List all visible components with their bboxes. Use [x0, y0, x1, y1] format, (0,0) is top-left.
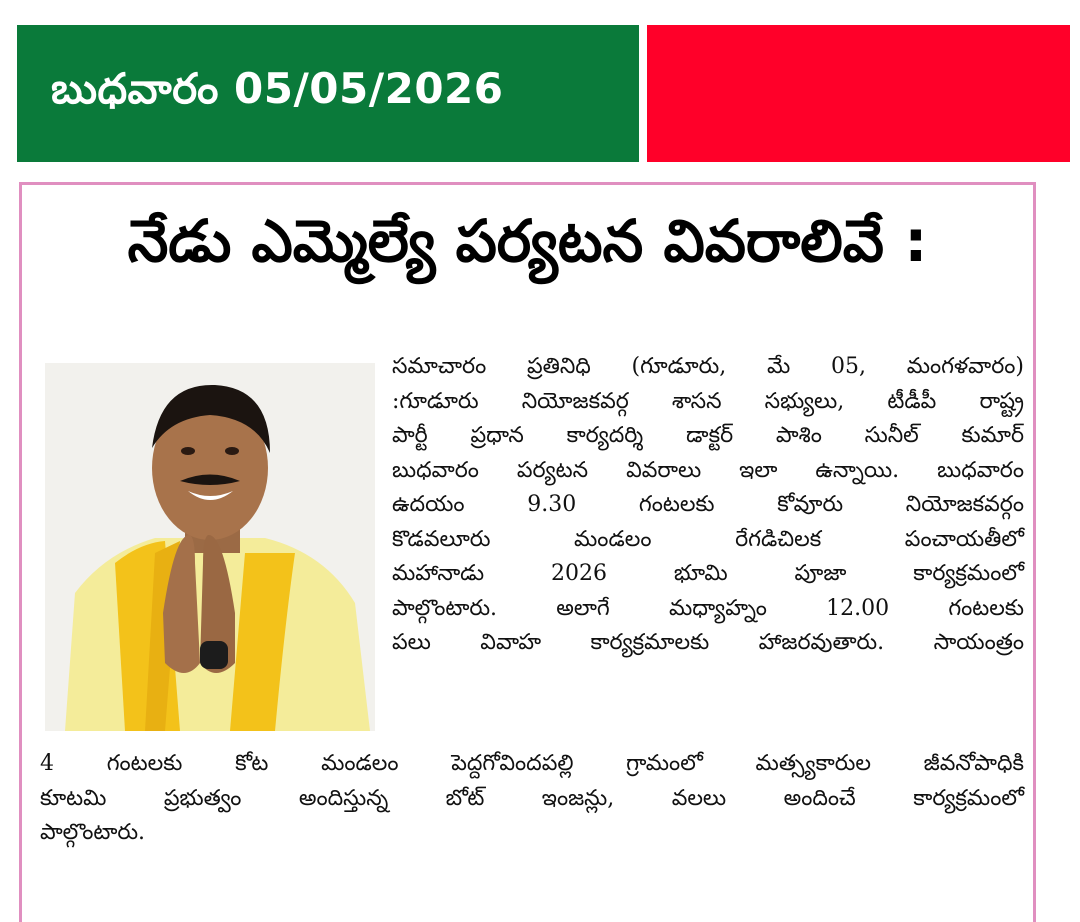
- body-line: సమాచారం ప్రతినిధి (గూడూరు, మే 05, మంగళవారం): [392, 354, 1024, 379]
- article-headline: నేడు ఎమ్మెల్యే పర్యటన వివరాలివే :: [127, 207, 928, 275]
- person-photo: [45, 363, 375, 731]
- date-banner: [17, 25, 639, 162]
- body-line: పాల్గొంటారు. అలాగే మధ్యాహ్నం 12.00 గంటలకు: [392, 595, 1024, 621]
- body-line: పలు వివాహ కార్యక్రమాలకు హాజరవుతారు. సాయంత్రం: [392, 630, 1024, 655]
- body-line: మహానాడు 2026 భూమి పూజా కార్యక్రమంలో: [392, 561, 1024, 586]
- body-line: ఉదయం 9.30 గంటలకు కోవూరు నియోజకవర్గం: [392, 492, 1024, 517]
- body-line: బుధవారం పర్యటన వివరాలు ఇలా ఉన్నాయి. బుధవారం: [392, 457, 1024, 483]
- body-line: కొడవలూరు మండలం రేగడిచిలక పంచాయతీలో: [392, 526, 1024, 552]
- banner-date: బుధవారం 05/05/2026: [51, 63, 504, 113]
- article-body-right: [392, 350, 1024, 661]
- body-line: :గూడూరు నియోజకవర్గ శాసన సభ్యులు, టీడీపీ రాష్ట్ర: [392, 388, 1024, 414]
- body-line: పాల్గొంటారు.: [40, 820, 146, 845]
- red-banner-block: [647, 25, 1070, 162]
- article-body-full: [40, 747, 1024, 851]
- person-photo-icon: [45, 363, 375, 731]
- body-line: పార్టీ ప్రధాన కార్యదర్శి డాక్టర్ పాశిం సునీల్ కుమార్: [392, 423, 1024, 448]
- body-line: కూటమి ప్రభుత్వం అందిస్తున్న బోట్ ఇంజన్లు, వలలు అందించే కార్యక్రమంలో: [40, 785, 1024, 811]
- body-line: 4 గంటలకు కోట మండలం పెద్దగోవిందపల్లి గ్రామంలో మత్స్యకారుల జీవనోపాధికి: [40, 751, 1024, 776]
